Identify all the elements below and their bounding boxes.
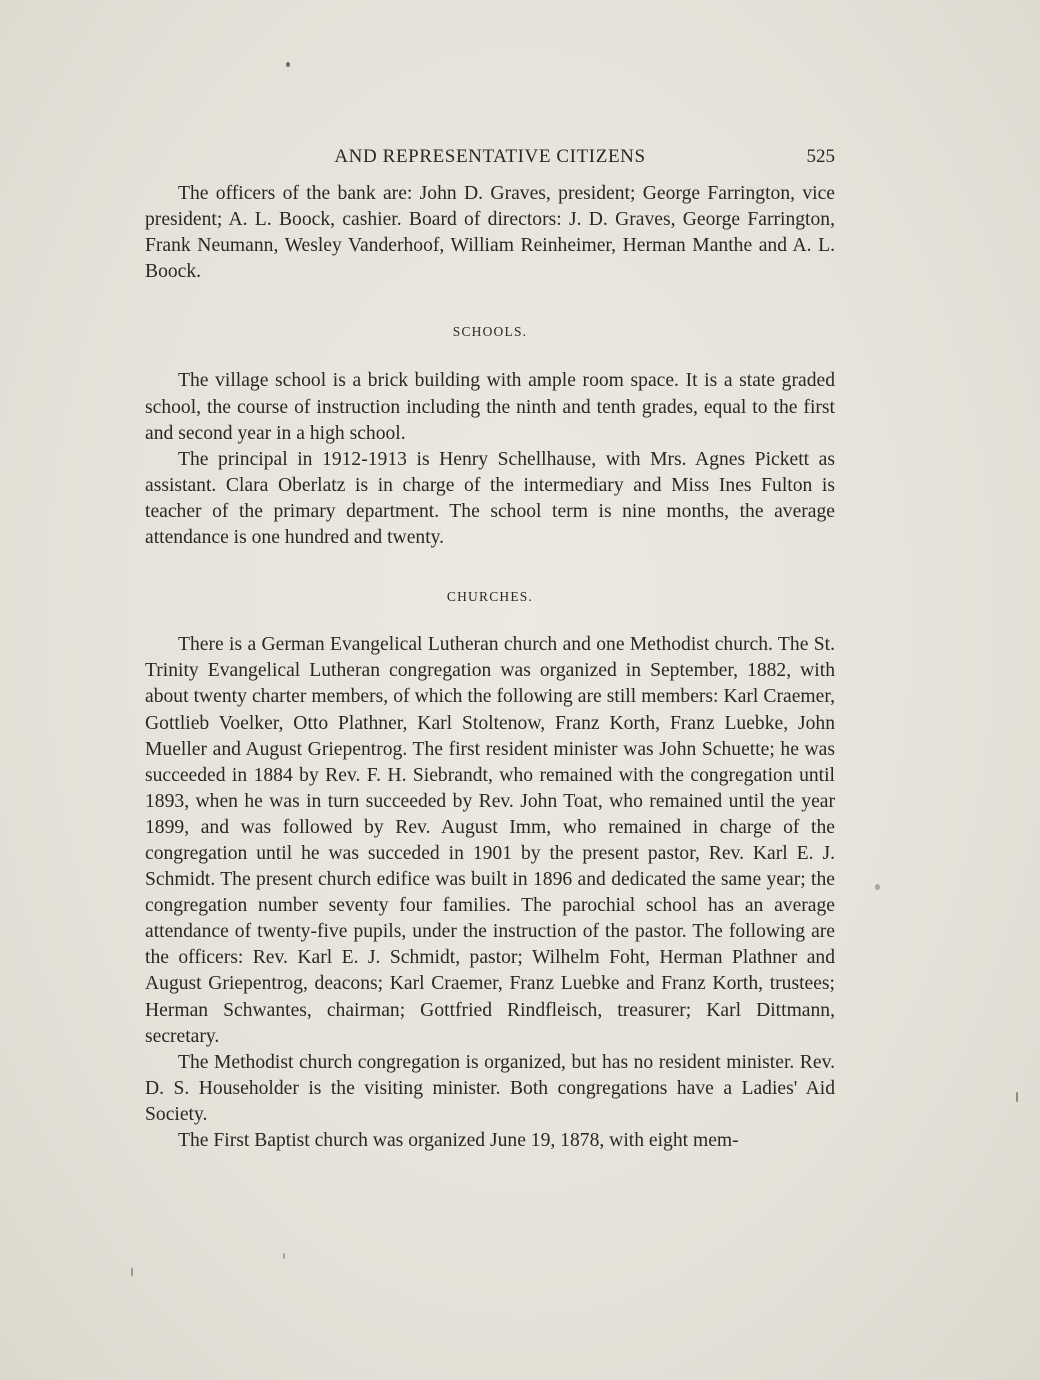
schools-paragraph-2: The principal in 1912-1913 is Henry Schellhause, with Mrs. Agnes Pickett as assistant. Clara Oberlatz is in charge of the intermediary and Miss Ines Fulton is teacher of the primary department. The school term is nine months, the average attendance is one hundred and twenty. bbox=[145, 448, 835, 549]
churches-paragraph-3: The First Baptist church was organized June 19, 1878, with eight mem- bbox=[178, 1130, 739, 1151]
page-body bbox=[145, 181, 835, 1154]
ink-speck bbox=[283, 1253, 285, 1259]
ink-speck bbox=[1016, 1092, 1018, 1102]
churches-heading: CHURCHES. bbox=[446, 589, 534, 605]
churches-paragraph-1: There is a German Evangelical Lutheran church and one Methodist church. The St. Trinity Evangelical Lutheran congregation was organized in September, 1882, with about twenty charter members, of which the following are still members: Karl Craemer, Gottlieb Voelker, Otto Plathner, Karl Stoltenow, Franz Korth, Franz Luebke, John Mueller and August Griepentrog. The first resident minister was John Schuette; he was succeeded in 1884 by Rev. F. H. Siebrandt, who remained with the congregation until 1893, when he was in turn succeeded by Rev. John Toat, who remained until the year 1899, and was followed by Rev. August Imm, who remained in charge of the congregation until he was succeded in 1901 by the present pastor, Rev. Karl E. J. Schmidt. The present church edifice was built in 1896 and dedicated the same year; the congregation number seventy four families. The parochial school has an average attendance of twenty-five pupils, under the instruction of the pastor. The following are the officers: Rev. Karl E. J. Schmidt, pastor; Wilhelm Foht, Herman Plathner and August Griepentrog, deacons; Karl Craemer, Franz Luebke and Franz Korth, trustees; Herman Schwantes, chairman; Gottfried Rindfleisch, treasurer; Karl Dittmann, secretary. bbox=[145, 634, 835, 1047]
ink-speck bbox=[286, 62, 290, 67]
ink-speck bbox=[875, 884, 880, 890]
running-head bbox=[145, 144, 835, 172]
churches-paragraph-2: The Methodist church congregation is organized, but has no resident minister. Rev. D. S. Householder is the visiting minister. Both congregations have a Ladies' Aid Society. bbox=[145, 1051, 835, 1125]
page-number: 525 bbox=[806, 146, 835, 167]
running-title: AND REPRESENTATIVE CITIZENS bbox=[334, 146, 646, 167]
ink-speck bbox=[131, 1268, 133, 1276]
schools-heading: SCHOOLS. bbox=[452, 324, 528, 340]
bank-officers-paragraph: The officers of the bank are: John D. Graves, president; George Farrington, vice president; A. L. Boock, cashier. Board of directors: J. D. Graves, George Farrington, Frank Neumann, Wesley Vanderhoof, William Reinheimer, Herman Manthe and A. L. Boock. bbox=[145, 183, 835, 283]
schools-paragraph-1: The village school is a brick building with ample room space. It is a state graded school, the course of instruction including the ninth and tenth grades, equal to the first and second year in a high school. bbox=[145, 370, 835, 444]
